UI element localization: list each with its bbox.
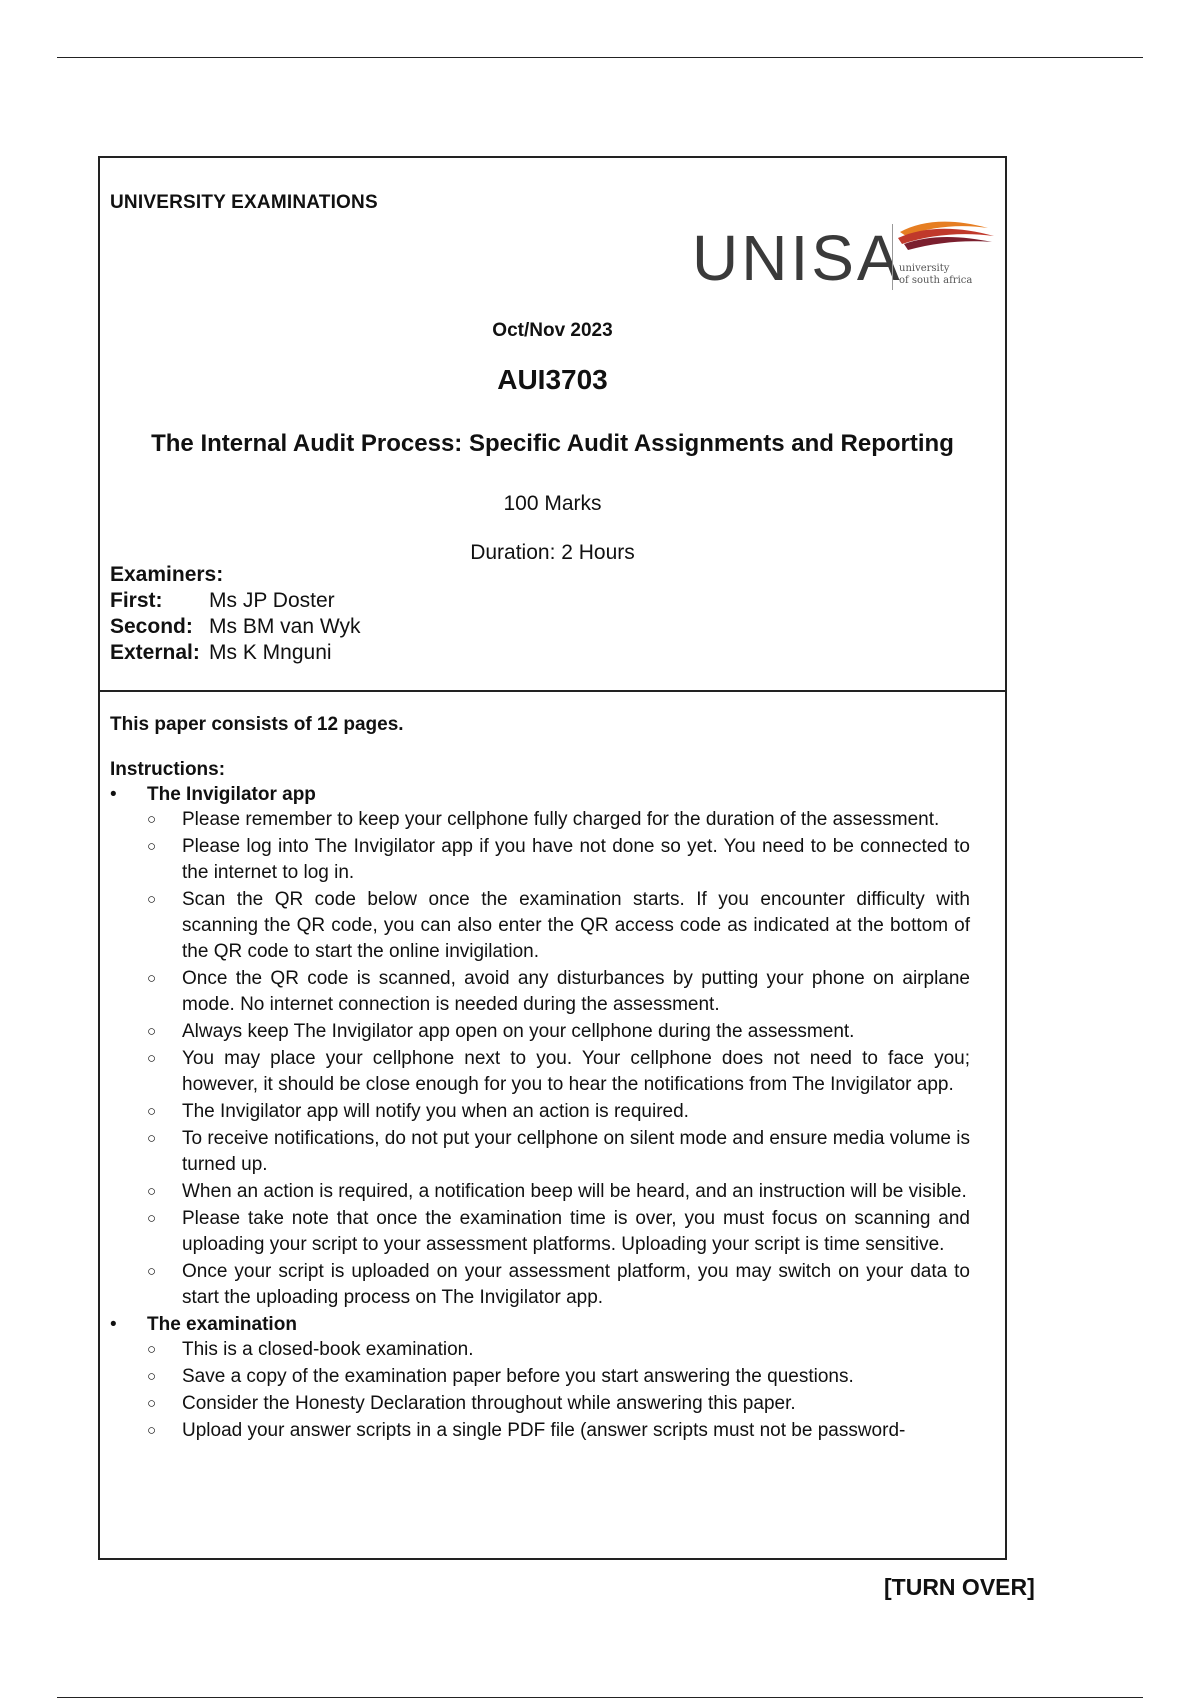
instructions-heading: Instructions: (110, 759, 226, 780)
unisa-logo (692, 224, 992, 304)
list-item: ○ Please remember to keep your cellphone fully charged for the duration of the assessment. (110, 807, 970, 833)
circle-bullet-icon: ○ (147, 1210, 157, 1227)
examiner-role: External: (110, 641, 200, 664)
exam-session: Oct/Nov 2023 (492, 320, 613, 341)
circle-bullet-icon: ○ (147, 891, 157, 908)
examiner-row (110, 614, 361, 640)
examiner-row (110, 588, 361, 614)
circle-bullet-icon: ○ (147, 1023, 157, 1040)
circle-bullet-icon: ○ (147, 1103, 157, 1120)
list-item: ○ Always keep The Invigilator app open on your cellphone during the assessment. (110, 1019, 970, 1045)
list-item: ○ Upload your answer scripts in a single PDF file (answer scripts must not be password- (110, 1418, 970, 1444)
list-item: ○ The Invigilator app will notify you when an action is required. (110, 1099, 970, 1125)
list-item: ○ Save a copy of the examination paper before you start answering the questions. (110, 1364, 970, 1390)
list-item: ○ Consider the Honesty Declaration throughout while answering this paper. (110, 1391, 970, 1417)
list-item: ○ Scan the QR code below once the examination starts. If you encounter difficulty with scanning the QR code, you can also enter the QR access code as indicated at the bottom of the QR code to start the online invigilation. (147, 889, 970, 962)
course-code: AUI3703 (497, 364, 608, 395)
turn-over-label: [TURN OVER] (884, 1574, 1035, 1600)
bottom-rule (57, 1697, 1143, 1698)
list-item: ○ You may place your cellphone next to you. Your cellphone does not need to face you; however, it should be close enough for you to hear the notifications from The Invigilator app. (147, 1048, 970, 1095)
instructions-section (110, 714, 970, 1445)
examiners-heading: Examiners: (110, 563, 224, 586)
circle-bullet-icon: ○ (147, 1368, 157, 1385)
section-bullet: • The Invigilator app (110, 782, 970, 807)
list-item: ○ Please take note that once the examination time is over, you must focus on scanning and uploading your script to your assessment platforms. Uploading your script is time sensitive. (147, 1208, 970, 1255)
logo-subtitle-line1: university (899, 263, 950, 274)
exam-cover-frame (98, 156, 1007, 1560)
circle-bullet-icon: ○ (147, 970, 157, 987)
logo-subtitle-line2: of south africa (899, 275, 973, 286)
examiner-role: First: (110, 589, 163, 612)
examiner-row (110, 640, 361, 666)
examiner-name: Ms BM van Wyk (209, 615, 361, 638)
list-item: ○ Please log into The Invigilator app if you have not done so yet. You need to be connected to the internet to log in. (147, 836, 970, 883)
exam-duration: Duration: 2 Hours (470, 541, 635, 564)
circle-bullet-icon: ○ (147, 1263, 157, 1280)
circle-bullet-icon: ○ (147, 1183, 157, 1200)
circle-bullet-icon: ○ (147, 838, 157, 855)
circle-bullet-icon: ○ (147, 1050, 157, 1067)
circle-bullet-icon: ○ (147, 1422, 157, 1439)
examiner-role: Second: (110, 615, 193, 638)
invigilator-instructions-list (110, 807, 970, 1311)
course-title: The Internal Audit Process: Specific Audit Assignments and Reporting (151, 430, 954, 457)
list-item: ○ Once your script is uploaded on your assessment platform, you may switch on your data to start the uploading process on The Invigilator app. (147, 1261, 970, 1308)
cover-header (100, 158, 1005, 692)
circle-bullet-icon: ○ (147, 1395, 157, 1412)
examination-instructions-list (110, 1337, 970, 1444)
top-rule (57, 57, 1143, 58)
circle-bullet-icon: ○ (147, 1130, 157, 1147)
circle-bullet-icon: ○ (147, 1341, 157, 1358)
list-item: ○ Once the QR code is scanned, avoid any disturbances by putting your phone on airplane mode. No internet connection is needed during the assessment. (147, 968, 970, 1015)
list-item: ○ When an action is required, a notification beep will be heard, and an instruction will be visible. (110, 1179, 970, 1205)
logo-wordmark: UNISA (692, 222, 903, 294)
page-count-note: This paper consists of 12 pages. (110, 714, 404, 735)
examiner-name: Ms K Mnguni (209, 641, 332, 664)
flame-icon (892, 218, 996, 252)
examiners-block (110, 562, 361, 666)
examiner-name: Ms JP Doster (209, 589, 335, 612)
total-marks: 100 Marks (503, 492, 602, 515)
university-examinations-label: UNIVERSITY EXAMINATIONS (110, 192, 378, 213)
list-item: ○ To receive notifications, do not put your cellphone on silent mode and ensure media volume is turned up. (147, 1128, 970, 1175)
circle-bullet-icon: ○ (147, 811, 157, 828)
section-bullet: • The examination (110, 1312, 970, 1337)
list-item: ○ This is a closed-book examination. (110, 1337, 970, 1363)
section-divider (100, 690, 1005, 692)
